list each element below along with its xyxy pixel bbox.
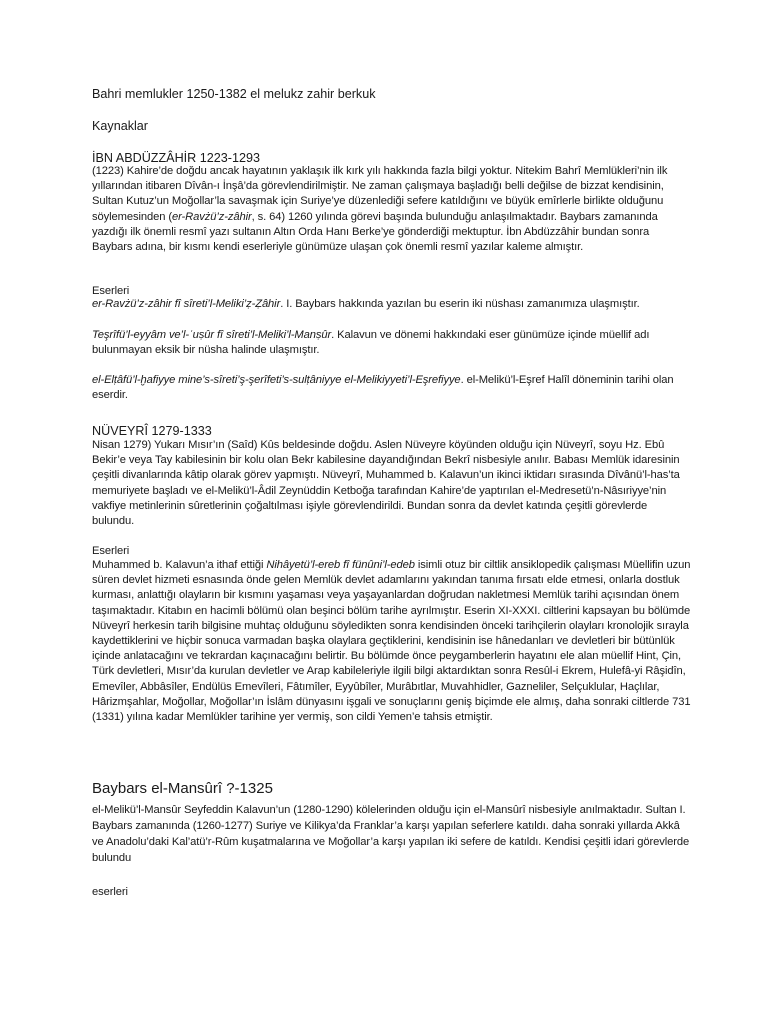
ibn-work-1: [92, 297, 692, 312]
ibn-bio-citation: er-Ravżü’z-zâhir: [171, 210, 252, 223]
document-title: Bahri memlukler 1250-1382 el melukz zahir berkuk: [92, 87, 376, 101]
ibn-work-2-desc: . Kalavun ve dönemi hakkındaki eser günümüze içinde müellif adı bulunmayan eksik bir nüsha halinde ulaşmıştır.: [92, 329, 650, 357]
ibn-work-1-title: er-Ravżü’z-zâhir fî sîreti’l-Meliki’ẓ-Ẓâhir: [92, 298, 281, 310]
baybars-biography: el-Melikü’l-Mansûr Seyfeddin Kalavun’un (1280-1290) kölelerinden olduğu için el-Mansûrî nisbesiyle anılmaktadır. Sultan I. Baybars zamanında (1260-1277) Suriye ve Kilikya’da Franklar’a karşı yapılan seferlere katıldı. daha sonraki yıllarda Akkâ ve Anadolu’daki Kal’atü’r-Rûm kuşatmalarına ve Moğollar’a karşı yapılan iki sefere de katıldı. Kendisi çeşitli idari görevlerde bulundu: [92, 804, 690, 864]
ibn-bio-part-1: (1223) Kahire’de doğdu ancak hayatının yaklaşık ilk kırk yılı hakkında fazla bilgi yoktur. Nitekim Bahrî Memlükleri’nin ilk yıllarından itibaren Dîvân-ı İnşâ’da görevlendirilmiştir. Ne zaman çalışmaya başladığı belli değilse de bizzat kendisinin, Sultan Kutuz’un Moğollar’la savaşmak için Suriye’ye düzenlediği sefere katıldığını ve büyük emîrlerle birlikte olduğunu söylemesinden (: [92, 165, 668, 223]
ibn-work-2-title: Teşrîfü’l-eyyâm ve’l-ʿuṣûr fî sîreti’l-Meliki’l-Manṣûr: [92, 329, 332, 341]
ibn-work-3: [92, 373, 692, 403]
ibn-work-3-title: el-Elṭâfü’l-ḫafiyye mine’s-sîreti’ş-şerîfeti’s-sulṭâniyye el-Melikiyyeti’l-Eşrefiyye: [92, 374, 461, 386]
ibn-bio-part-2: , s. 64) 1260 yılında görevi başında bulunduğu anlaşılmaktadır. Baybars zamanında yazdığı ilk önemli resmî yazı sultanın Altın Orda Hanı Berke’ye gönderdiği mektuptur. İbn Abdüzzâhir bundan sonra Baybars adına, bir kısmı kendi eserleriyle günümüze ulaşan çok önemli resmî yazılar kaleme almıştır.: [92, 210, 658, 254]
heading-ibn-abduzzahir: İBN ABDÜZZÂHİR 1223-1293: [92, 151, 260, 165]
nuveyri-works-part-2: isimli otuz bir ciltlik ansiklopedik çalışması Müellifin uzun süren devlet hizmeti esnasında önde gelen Memlük devlet adamlarını yakından tanıma fırsatı elde etmesi, onlarla dostluk kurması, anlattığı olayların bir kısmını yaşaması veya yaşayanlardan doğrudan nakletmesi Memlük tarihi açısından önem taşımaktadır. Kitabın en hacimli bölümü olan beşinci bölüm tarihe ayrılmıştır. Eserin XI-XXXI. ciltlerini kapsayan bu bölümde Nüveyrî herkesin tarih bilgisine muhtaç olduğunu söyledikten sonra kendisinden önceki tarihçilerin olayları kronolojik sırayla kaydettiklerini ve hiçbir sonuca varmadan başka olaylara geçtiklerini, kendisinin ise hânedanları ve devletleri bir bütünlük içinde anlatacağını ve tekrardan kaçınacağını belirtir. Bu bölümde önce peygamberlerin hayatını ele alan müellif Hint, Çin, Türk devletleri, Mısır’da kurulan devletler ve Arap kabileleriyle ilgili bilgi aktardıktan sonra Resûl-i Ekrem, Hulefâ-yi Râşidîn, Emevîler, Abbâsîler, Endülüs Emevîleri, Fâtımîler, Eyyûbîler, Murâbıtlar, Muvahhidler, Gazneliler, Selçuklular, Haçlılar, Hârizmşahlar, Moğollar, Moğollar’ın İslâm dünyasını işgali ve sonuçlarını geniş biçimde ele almış, daha sonraki ciltlerde 731 (1331) yılına kadar Memlükler tarihine yer vermiş, son cildi Yemen’e tahsis etmiştir.: [92, 559, 691, 724]
nuveyri-biography: Nisan 1279) Yukarı Mısır’ın (Saîd) Kûs beldesinde doğdu. Aslen Nüveyre köyünden olduğu için Nüveyrî, soyu Hz. Ebû Bekir’e veya Tay kabilesinin bir kolu olan Bekr kabilesine dayandığından Bekrî nisbesiyle anılır. Babası Memlük idaresinin çeşitli divanlarında kâtip olarak görev yapmıştı. Nüveyrî, Muhammed b. Kalavun’un ikinci iktidarı sırasında Dîvânü’l-has’ta memuriyete başladı ve el-Melikü’l-Âdil Zeynüddin Ketboğa tarafından Kahire’de yaptırılan el-Medresetü’n-Nâsıriyye’nin vakfiye metinlerinin sûretlerinin çoğaltılması işiyle görevlendirildi. Bundan sonra da devlet katında çeşitli görevlerde bulundu.: [92, 439, 680, 528]
section-heading-kaynaklar: Kaynaklar: [92, 119, 149, 133]
ibn-work-2: [92, 328, 692, 358]
ibn-biography: [92, 164, 692, 255]
ibn-eserleri-label: Eserleri: [92, 285, 130, 297]
ibn-work-3-desc: . el-Melikü’l-Eşref Halîl döneminin tarihi olan eserdir.: [92, 374, 674, 402]
heading-nuveyri: NÜVEYRÎ 1279-1333: [92, 424, 212, 438]
nuveyri-works: [92, 558, 692, 725]
nuveyri-work-title: Nihâyetü’l-ereb fî fünûni’l-edeb: [266, 559, 415, 571]
nuveyri-eserleri-label: Eserleri: [92, 545, 130, 557]
baybars-eserleri-label: eserleri: [92, 886, 128, 898]
ibn-work-1-desc: . I. Baybars hakkında yazılan bu eserin iki nüshası zamanımıza ulaşmıştır.: [280, 298, 640, 310]
nuveyri-works-part-1: Muhammed b. Kalavun’a ithaf ettiği: [92, 559, 267, 571]
heading-baybars: Baybars el-Mansûrî ?-1325: [92, 780, 273, 797]
